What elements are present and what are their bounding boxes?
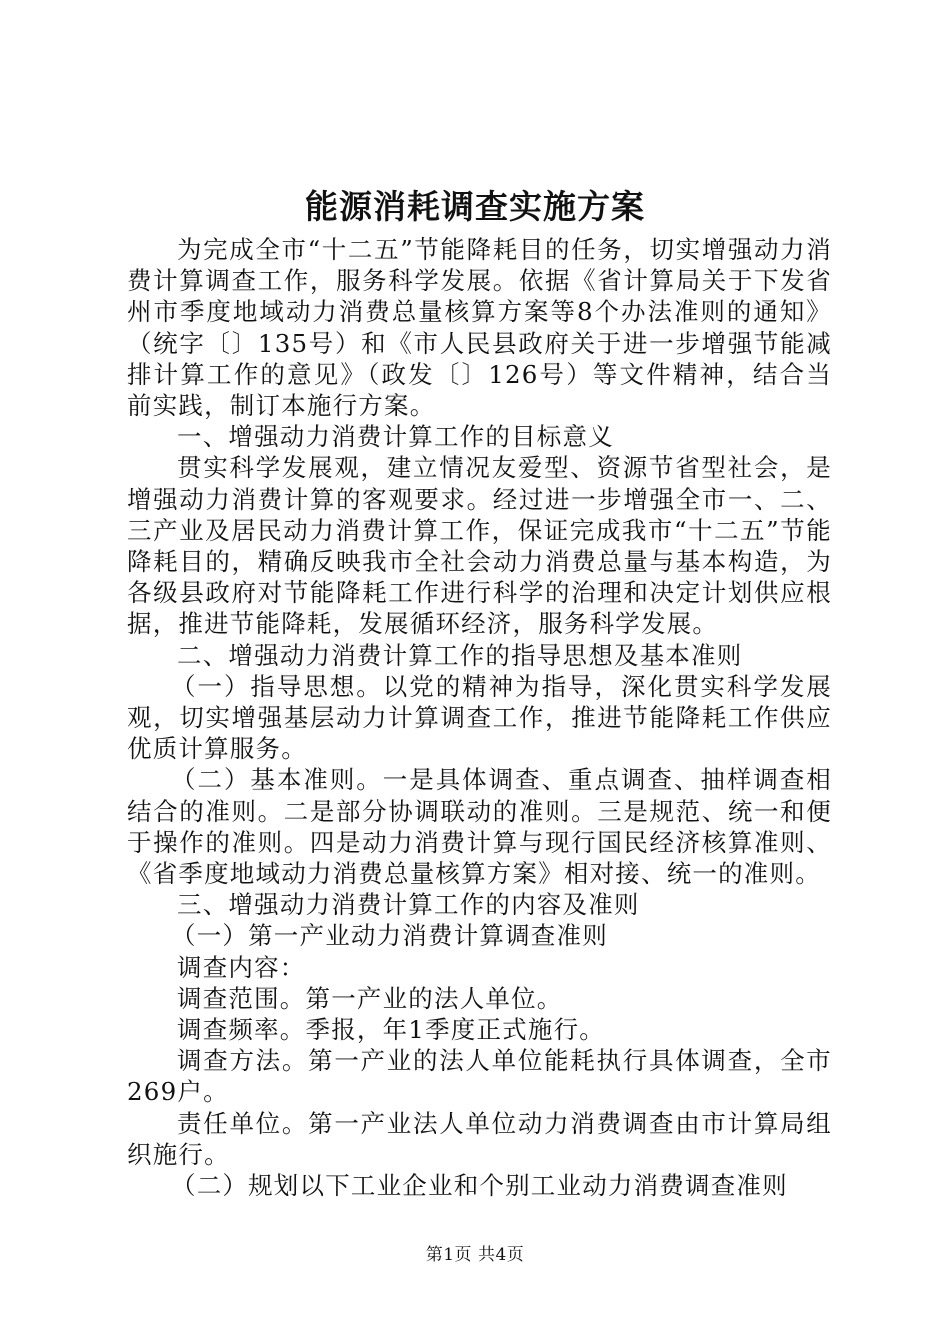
heading-section-2: 二、增强动力消费计算工作的指导思想及基本准则 xyxy=(177,640,743,670)
paragraph-survey-scope: 调查范围。第一产业的法人单位。 xyxy=(177,983,563,1013)
paragraph-survey-frequency: 调查频率。季报，年1季度正式施行。 xyxy=(177,1015,605,1045)
heading-section-1: 一、增强动力消费计算工作的目标意义 xyxy=(177,422,614,452)
heading-subsection-1: （一）第一产业动力消费计算调查准则 xyxy=(171,921,608,951)
heading-subsection-2: （二）规划以下工业企业和个别工业动力消费调查准则 xyxy=(171,1171,788,1201)
paragraph-section-1: 贯实科学发展观，建立情况友爱型、资源节省型社会，是增强动力消费计算的客观要求。经过进一步增强全市一、二、三产业及居民动力消费计算工作，保证完成我市“十二五”节能降耗目的，精确反映我市全社会动力消费总量与基本构造，为各级县政府对节能降耗工作进行科学的治理和决定计划供应根据，推进节能降耗，发展循环经济，服务科学发展。 xyxy=(127,453,832,639)
heading-section-3: 三、增强动力消费计算工作的内容及准则 xyxy=(177,890,640,920)
paragraph-responsible-unit: 责任单位。第一产业法人单位动力消费调查由市计算局组织施行。 xyxy=(127,1108,832,1169)
document-title: 能源消耗调查实施方案 xyxy=(305,187,645,226)
document-body xyxy=(127,234,832,1201)
paragraph-survey-content: 调查内容： xyxy=(177,952,306,982)
page-footer: 第1页 共4页 xyxy=(425,1245,525,1265)
paragraph-basic-principles: （二）基本准则。一是具体调查、重点调查、抽样调查相结合的准则。二是部分协调联动的准则。三是规范、统一和便于操作的准则。四是动力消费计算与现行国民经济核算准则、《省季度地域动力消费总量核算方案》相对接、统一的准则。 xyxy=(127,765,832,889)
paragraph-guiding-thought: （一）指导思想。以党的精神为指导，深化贯实科学发展观，切实增强基层动力计算调查工作，推进节能降耗工作供应优质计算服务。 xyxy=(127,671,832,764)
paragraph-survey-method: 调查方法。第一产业的法人单位能耗执行具体调查，全市269户。 xyxy=(127,1046,832,1107)
paragraph-intro: 为完成全市“十二五”节能降耗目的任务，切实增强动力消费计算调查工作，服务科学发展。依据《省计算局关于下发省州市季度地域动力消费总量核算方案等8个办法准则的通知》（统字〔〕135号）和《市人民县政府关于进一步增强节能减排计算工作的意见》（政发〔〕126号）等文件精神，结合当前实践，制订本施行方案。 xyxy=(127,235,832,421)
